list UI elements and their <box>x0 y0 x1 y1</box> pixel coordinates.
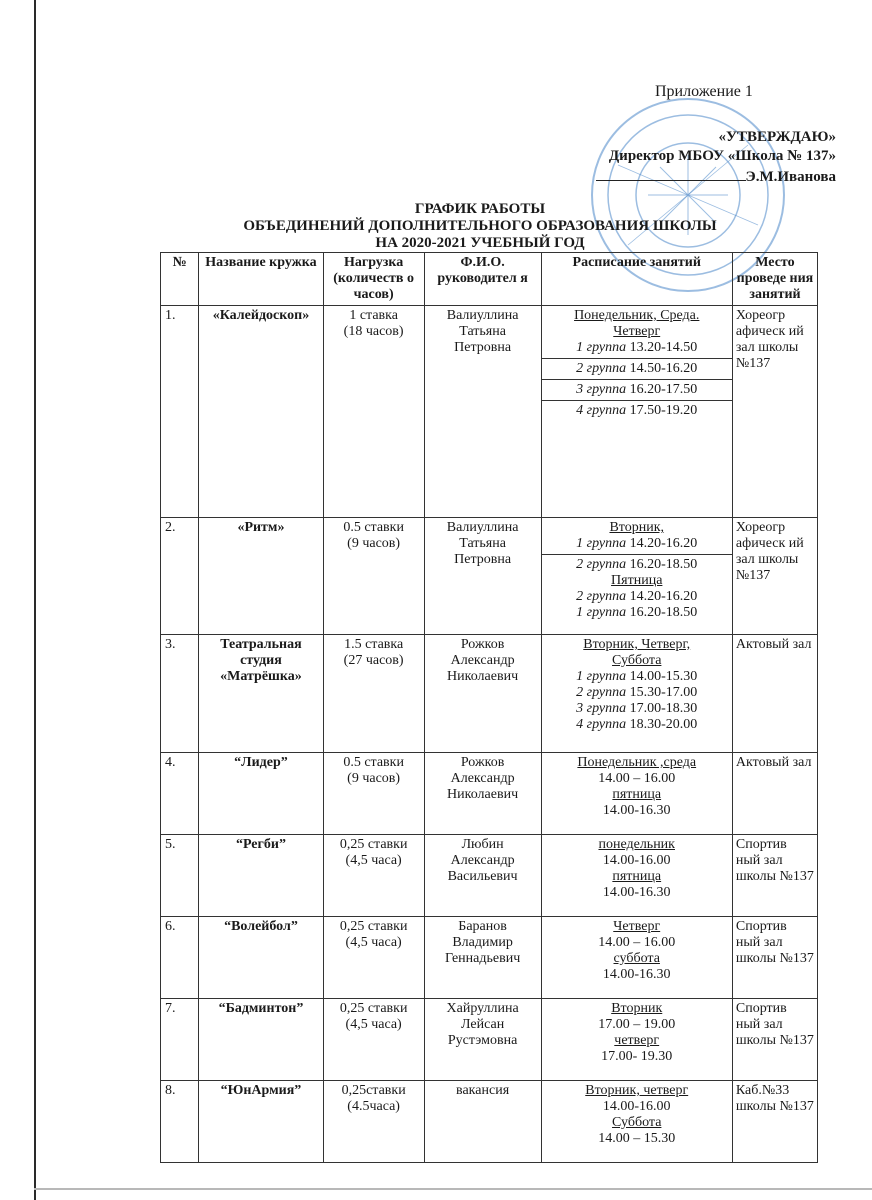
club-place: Хореогр афическ ий зал школы №137 <box>732 306 817 518</box>
doc-title: ГРАФИК РАБОТЫ <box>414 201 546 217</box>
club-place: Актовый зал <box>732 635 817 753</box>
club-schedule: Вторник 17.00 – 19.00 четверг 17.00- 19.30 <box>541 999 732 1081</box>
club-place: Спортив ный зал школы №137 <box>732 835 817 917</box>
club-name: «Ритм» <box>199 518 323 635</box>
signer-name: Э.М.Иванова <box>745 169 836 185</box>
col-header-load: Нагрузка (количеств о часов) <box>323 253 424 306</box>
club-schedule: Вторник, четверг 14.00-16.00 Суббота 14.00 – 15.30 <box>541 1081 732 1163</box>
club-schedule: Вторник, Четверг, Суббота 1 группа 14.00-15.30 2 группа 15.30-17.00 3 группа 17.00-18.30 4 группа 18.30-20.00 <box>541 635 732 753</box>
table-row <box>161 635 818 753</box>
club-leader: Баранов Владимир Геннадьевич <box>424 917 541 999</box>
table-row <box>161 753 818 835</box>
club-place: Хореогр афическ ий зал школы №137 <box>732 518 817 635</box>
club-name: “ЮнАрмия” <box>199 1081 323 1163</box>
row-number: 8. <box>161 1081 199 1163</box>
club-leader: Хайруллина Лейсан Рустэмовна <box>424 999 541 1081</box>
schedule-table <box>160 252 818 1163</box>
row-number: 1. <box>161 306 199 518</box>
table-row <box>161 306 818 518</box>
table-row <box>161 1081 818 1163</box>
row-number: 2. <box>161 518 199 635</box>
club-load: 0,25 ставки (4,5 часа) <box>323 999 424 1081</box>
col-header-num: № <box>161 253 199 306</box>
club-name: “Регби” <box>199 835 323 917</box>
club-leader: Валиуллина Татьяна Петровна <box>424 518 541 635</box>
col-header-leader: Ф.И.О. руководител я <box>424 253 541 306</box>
club-schedule: Четверг 14.00 – 16.00 суббота 14.00-16.30 <box>541 917 732 999</box>
doc-subtitle: ОБЪЕДИНЕНИЙ ДОПОЛНИТЕЛЬНОГО ОБРАЗОВАНИЯ ШКОЛЫ <box>243 218 717 234</box>
table-row <box>161 999 818 1081</box>
club-leader: Рожков Александр Николаевич <box>424 635 541 753</box>
col-header-name: Название кружка <box>199 253 323 306</box>
col-header-schedule: Расписание занятий <box>541 253 732 306</box>
club-place: Актовый зал <box>732 753 817 835</box>
club-load: 0,25 ставки (4,5 часа) <box>323 917 424 999</box>
club-load: 0,25 ставки (4,5 часа) <box>323 835 424 917</box>
club-schedule: Понедельник, Среда. Четверг 1 группа 13.20-14.50 2 группа 14.50-16.20 3 группа 16.20-17.50 4 группа 17.50-19.20 <box>541 306 732 518</box>
club-leader: Валиуллина Татьяна Петровна <box>424 306 541 518</box>
club-leader: Любин Александр Васильевич <box>424 835 541 917</box>
club-load: 1.5 ставка (27 часов) <box>323 635 424 753</box>
club-schedule: понедельник 14.00-16.00 пятница 14.00-16.30 <box>541 835 732 917</box>
row-number: 3. <box>161 635 199 753</box>
club-load: 0,25ставки (4.5часа) <box>323 1081 424 1163</box>
signature-line <box>596 166 836 187</box>
row-number: 6. <box>161 917 199 999</box>
row-number: 7. <box>161 999 199 1081</box>
row-number: 5. <box>161 835 199 917</box>
club-name: “Бадминтон” <box>199 999 323 1081</box>
table-header-row <box>161 253 818 306</box>
club-load: 0.5 ставки (9 часов) <box>323 518 424 635</box>
club-place: Спортив ный зал школы №137 <box>732 999 817 1081</box>
scan-edge-bottom <box>34 1188 872 1190</box>
col-header-place: Место проведе ния занятий <box>732 253 817 306</box>
club-name: “Лидер” <box>199 753 323 835</box>
club-name: Театральная студия «Матрёшка» <box>199 635 323 753</box>
doc-year: НА 2020-2021 УЧЕБНЫЙ ГОД <box>375 235 585 251</box>
annex-label: Приложение 1 <box>655 83 753 100</box>
approve-word: «УТВЕРЖДАЮ» <box>718 129 836 145</box>
club-place: Каб.№33 школы №137 <box>732 1081 817 1163</box>
club-schedule: Понедельник ,среда 14.00 – 16.00 пятница 14.00-16.30 <box>541 753 732 835</box>
row-number: 4. <box>161 753 199 835</box>
director-line: Директор МБОУ «Школа № 137» <box>608 148 836 164</box>
table-row <box>161 917 818 999</box>
table-row <box>161 518 818 635</box>
approval-block <box>596 128 836 187</box>
club-name: «Калейдоскоп» <box>199 306 323 518</box>
club-load: 1 ставка (18 часов) <box>323 306 424 518</box>
club-name: “Волейбол” <box>199 917 323 999</box>
club-load: 0.5 ставки (9 часов) <box>323 753 424 835</box>
club-leader: Рожков Александр Николаевич <box>424 753 541 835</box>
club-schedule: Вторник, 1 группа 14.20-16.20 2 группа 16.20-18.50 Пятница 2 группа 14.20-16.20 1 группа 16.20-18.50 <box>541 518 732 635</box>
club-leader: вакансия <box>424 1081 541 1163</box>
scan-edge <box>34 0 36 1200</box>
club-place: Спортив ный зал школы №137 <box>732 917 817 999</box>
table-row <box>161 835 818 917</box>
